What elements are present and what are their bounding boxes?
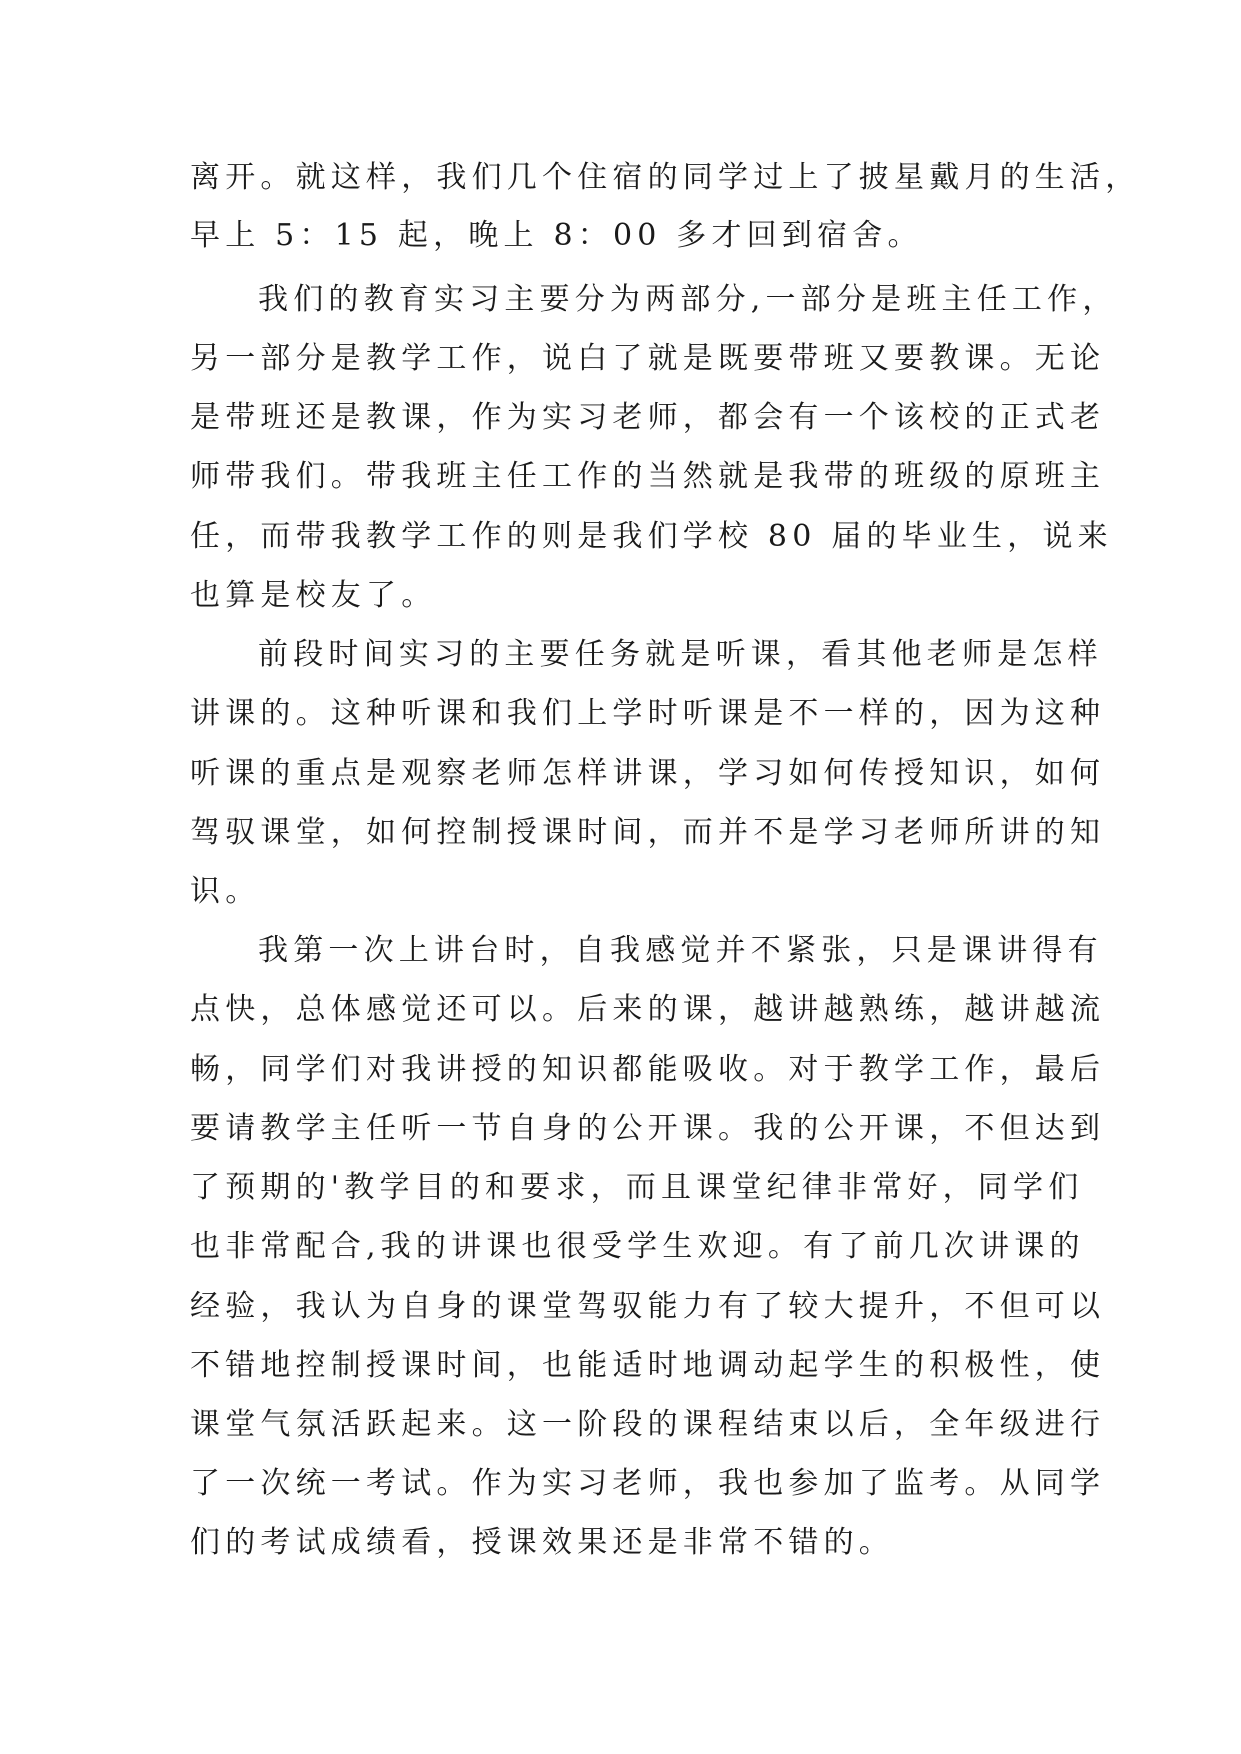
text-line: 是带班还是教课，作为实习老师，都会有一个该校的正式老 bbox=[190, 400, 1106, 435]
paragraph-first-line: 我们的教育实习主要分为两部分,一部分是班主任工作， bbox=[258, 282, 1118, 317]
paragraph-first-line: 前段时间实习的主要任务就是听课，看其他老师是怎样 bbox=[258, 637, 1103, 672]
text-line: 识。 bbox=[190, 874, 261, 909]
text-line: 们的考试成绩看，授课效果还是非常不错的。 bbox=[190, 1525, 894, 1560]
text-line: 师带我们。带我班主任工作的当然就是我带的班级的原班主 bbox=[190, 459, 1106, 494]
text-line: 早上 5：15 起，晚上 8：00 多才回到宿舍。 bbox=[190, 218, 923, 253]
text-line: 课堂气氛活跃起来。这一阶段的课程结束以后，全年级进行 bbox=[190, 1407, 1106, 1442]
text-line: 另一部分是教学工作，说白了就是既要带班又要教课。无论 bbox=[190, 341, 1106, 376]
text-line: 驾驭课堂，如何控制授课时间，而并不是学习老师所讲的知 bbox=[190, 815, 1106, 850]
text-line: 离开。就这样，我们几个住宿的同学过上了披星戴月的生活， bbox=[190, 160, 1141, 195]
text-line: 了一次统一考试。作为实习老师，我也参加了监考。从同学 bbox=[190, 1466, 1106, 1501]
text-line: 畅，同学们对我讲授的知识都能吸收。对于教学工作，最后 bbox=[190, 1052, 1106, 1087]
text-line: 要请教学主任听一节自身的公开课。我的公开课，不但达到 bbox=[190, 1111, 1106, 1146]
text-line: 不错地控制授课时间，也能适时地调动起学生的积极性，使 bbox=[190, 1348, 1106, 1383]
paragraph-first-line: 我第一次上讲台时，自我感觉并不紧张，只是课讲得有 bbox=[258, 933, 1103, 968]
text-line: 听课的重点是观察老师怎样讲课，学习如何传授知识，如何 bbox=[190, 756, 1106, 791]
text-line: 也算是校友了。 bbox=[190, 578, 437, 613]
text-line: 点快，总体感觉还可以。后来的课，越讲越熟练，越讲越流 bbox=[190, 992, 1106, 1027]
text-line: 任，而带我教学工作的则是我们学校 80 届的毕业生，说来 bbox=[190, 519, 1113, 554]
text-line: 经验，我认为自身的课堂驾驭能力有了较大提升，不但可以 bbox=[190, 1289, 1106, 1324]
text-line: 讲课的。这种听课和我们上学时听课是不一样的，因为这种 bbox=[190, 696, 1106, 731]
text-line: 了预期的'教学目的和要求，而且课堂纪律非常好，同学们 bbox=[190, 1170, 1084, 1205]
text-line: 也非常配合,我的讲课也很受学生欢迎。有了前几次讲课的 bbox=[190, 1229, 1085, 1264]
